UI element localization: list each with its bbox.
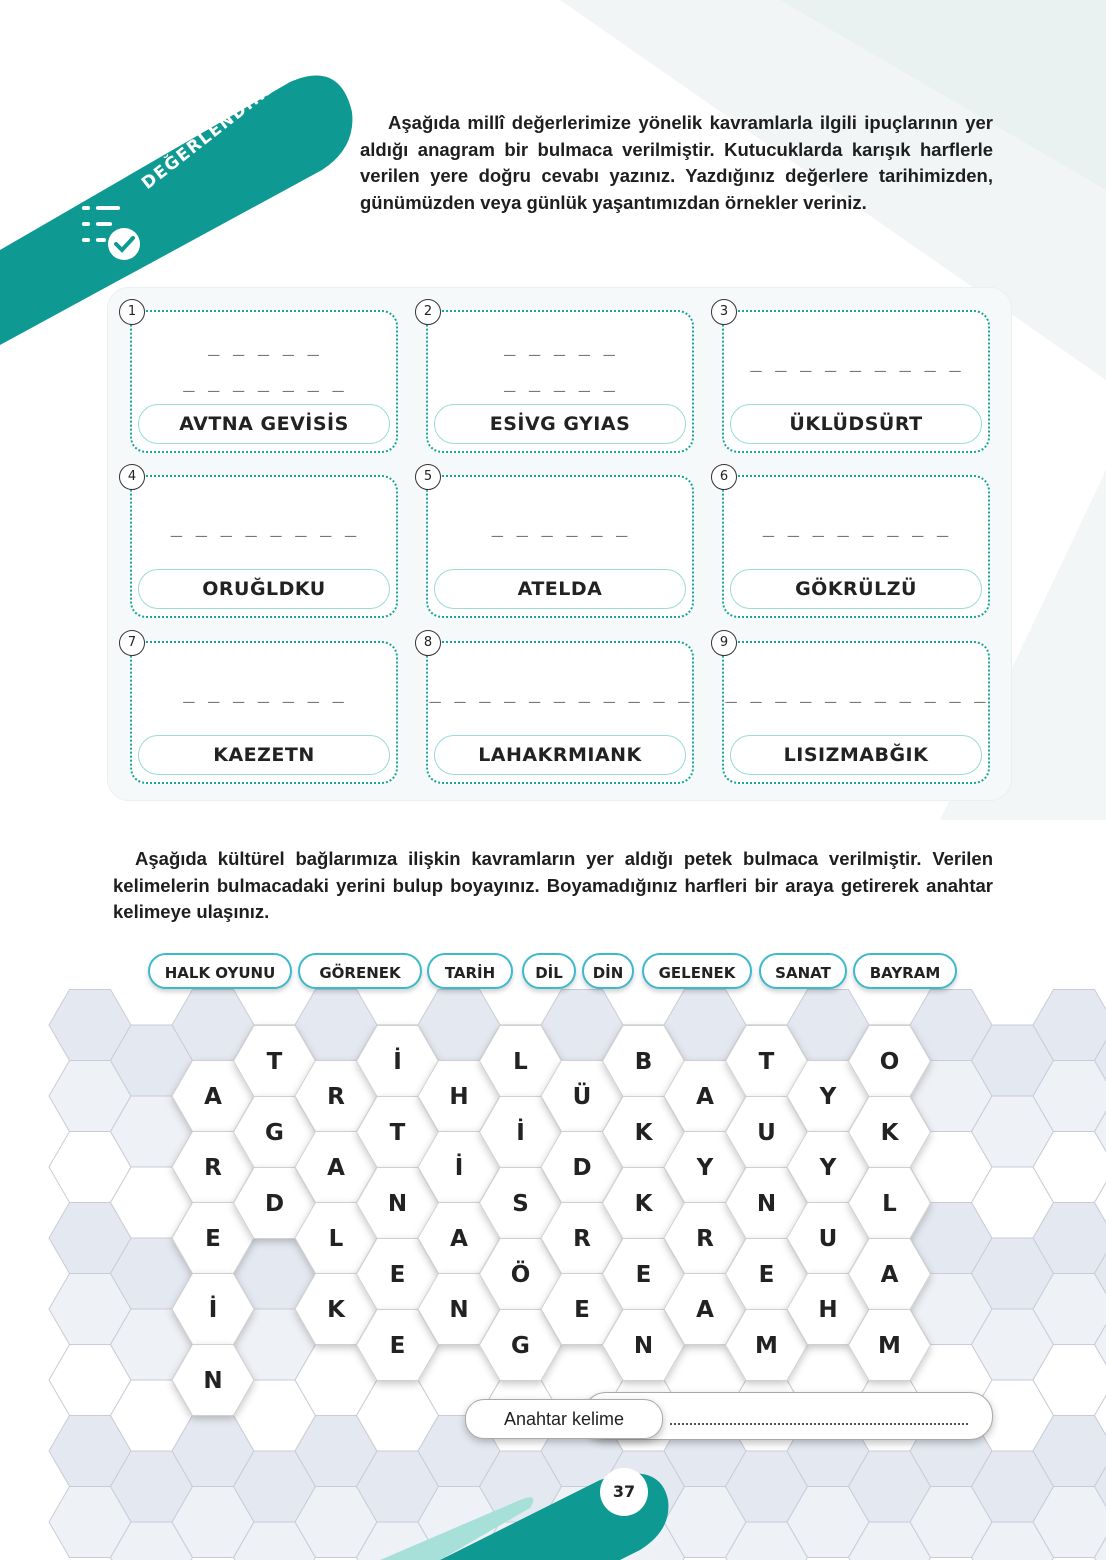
hex-letter: A bbox=[450, 1226, 468, 1252]
hex-letter: O bbox=[879, 1049, 900, 1075]
scrambled-word: KAEZETN bbox=[138, 735, 390, 775]
anagram-instructions: Aşağıda millî değerlerimize yönelik kavramlarla ilgili ipuçlarının yer aldığı anagram bir bulmaca verilmiştir. Kutucuklarda karışık harflerle verilen yere doğru cevabı yazınız. Yazdığınız değerlere tarihimizden, günümüzden veya günlük yaşantımızdan örnekler veriniz. bbox=[360, 112, 993, 213]
hex-letter: D bbox=[572, 1155, 592, 1181]
hex-letter: E bbox=[389, 1333, 406, 1359]
hex-letter: E bbox=[635, 1262, 652, 1288]
word-chip: SANAT bbox=[759, 953, 847, 989]
hex-puzzle-instructions: Aşağıda kültürel bağlarımıza ilişkin kavramların yer aldığı petek bulmaca verilmiştir. Verilen kelimelerin bulmacadaki yerini bulup boyayınız. Boyamadığınız harfleri bir araya getirerek anahtar kelimeye ulaşınız. bbox=[113, 848, 993, 922]
cell-number: 3 bbox=[711, 299, 737, 325]
hex-letter: E bbox=[205, 1226, 221, 1252]
hex-letter: Ü bbox=[572, 1084, 592, 1110]
hex-letter: Y bbox=[696, 1155, 714, 1181]
cell-number: 9 bbox=[711, 630, 737, 656]
hex-letter: K bbox=[634, 1191, 653, 1217]
hex-letter: İ bbox=[516, 1120, 525, 1146]
cell-number: 6 bbox=[711, 464, 737, 490]
hex-letter: H bbox=[449, 1084, 469, 1110]
answer-blank[interactable]: _ _ _ _ _ _ _ _ _ _ _ bbox=[429, 681, 691, 703]
hex-letter: L bbox=[513, 1049, 528, 1075]
hex-letter: N bbox=[387, 1191, 408, 1217]
hex-letter: T bbox=[758, 1049, 775, 1075]
word-chip: TARİH bbox=[427, 953, 513, 989]
hex-letter: A bbox=[880, 1262, 899, 1288]
answer-blank[interactable]: _ _ _ _ _ _ _ _ _ bbox=[750, 350, 962, 372]
hex-letter: E bbox=[758, 1262, 775, 1288]
key-word-label: Anahtar kelime bbox=[465, 1399, 663, 1439]
hex-letter: U bbox=[757, 1120, 776, 1146]
hex-letter: T bbox=[266, 1049, 283, 1075]
badge-title: DEĞERLENDİRELİM bbox=[138, 53, 311, 194]
hex-letter: Y bbox=[819, 1084, 837, 1110]
hex-letter: R bbox=[327, 1084, 345, 1110]
answer-blank[interactable]: _ _ _ _ _ _ _ bbox=[183, 681, 345, 703]
answer-dotted-line bbox=[670, 1423, 968, 1425]
hex-letter: M bbox=[878, 1333, 901, 1359]
cell-number: 4 bbox=[119, 464, 145, 490]
word-chip: DİN bbox=[582, 953, 634, 989]
hex-letter: M bbox=[755, 1333, 778, 1359]
hex-letter: A bbox=[204, 1084, 222, 1110]
hex-letter: K bbox=[880, 1120, 899, 1146]
hex-letter: E bbox=[574, 1297, 590, 1323]
hex-letter: H bbox=[818, 1297, 838, 1323]
answer-blank[interactable]: _ _ _ _ _ _ _ _ _ _ _ bbox=[725, 681, 987, 703]
hex-letter: T bbox=[389, 1120, 406, 1146]
cell-number: 2 bbox=[415, 299, 441, 325]
page-number: 37 bbox=[600, 1468, 648, 1516]
hex-letter: N bbox=[633, 1333, 654, 1359]
hex-letter: İ bbox=[393, 1049, 402, 1075]
hex-letter: Y bbox=[819, 1155, 837, 1181]
answer-blank[interactable]: _ _ _ _ _ _ _ _ bbox=[170, 515, 358, 537]
letter-hex[interactable] bbox=[172, 1345, 254, 1416]
scrambled-word: AVTNA GEVİSİS bbox=[138, 404, 390, 444]
letter-hex[interactable] bbox=[172, 1274, 254, 1345]
scrambled-word: LISIZMABĞIK bbox=[730, 735, 982, 775]
hex-letter: K bbox=[327, 1297, 345, 1323]
answer-blank[interactable]: _ _ _ _ _ _ _ bbox=[183, 370, 345, 392]
scrambled-word: ORUĞLDKU bbox=[138, 569, 390, 609]
footer-decoration bbox=[0, 1440, 1106, 1560]
word-chip: GELENEK bbox=[642, 953, 752, 989]
hex-letter: A bbox=[696, 1297, 714, 1323]
hex-letter: D bbox=[264, 1191, 285, 1217]
hex-letter: A bbox=[327, 1155, 345, 1181]
word-chip: GÖRENEK bbox=[298, 953, 422, 989]
scrambled-word: LAHAKRMIANK bbox=[434, 735, 686, 775]
hex-letter: İ bbox=[208, 1297, 218, 1323]
scrambled-word: GÖKRÜLZÜ bbox=[730, 569, 982, 609]
scrambled-word: ÜKLÜDSÜRT bbox=[730, 404, 982, 444]
hex-letter: U bbox=[818, 1226, 838, 1252]
hex-letter: N bbox=[203, 1368, 223, 1394]
hex-letter: K bbox=[634, 1120, 653, 1146]
answer-blank[interactable]: _ _ _ _ _ _ bbox=[491, 515, 629, 537]
hex-letter: S bbox=[512, 1191, 529, 1217]
hex-letter: İ bbox=[454, 1155, 464, 1181]
answer-blank[interactable]: _ _ _ _ _ _ _ _ bbox=[762, 515, 950, 537]
cell-number: 8 bbox=[415, 630, 441, 656]
scrambled-word: ESİVG GYIAS bbox=[434, 404, 686, 444]
hex-letter: L bbox=[882, 1191, 897, 1217]
cell-number: 7 bbox=[119, 630, 145, 656]
word-chip: DİL bbox=[522, 953, 576, 989]
hex-letter: A bbox=[696, 1084, 714, 1110]
hex-letter: G bbox=[511, 1333, 530, 1359]
cell-number: 1 bbox=[119, 299, 145, 325]
word-chip: BAYRAM bbox=[853, 953, 957, 989]
word-chip: HALK OYUNU bbox=[148, 953, 292, 989]
hex-letter: B bbox=[634, 1049, 653, 1075]
hex-letter: R bbox=[204, 1155, 222, 1181]
scrambled-word: ATELDA bbox=[434, 569, 686, 609]
hex-letter: L bbox=[328, 1226, 344, 1252]
hex-letter: N bbox=[449, 1297, 469, 1323]
hex-letter: G bbox=[265, 1120, 284, 1146]
hex-letter: N bbox=[756, 1191, 777, 1217]
cell-number: 5 bbox=[415, 464, 441, 490]
hex-letter: R bbox=[696, 1226, 714, 1252]
answer-blank[interactable]: _ _ _ _ _ bbox=[504, 370, 616, 392]
hex-letter: Ö bbox=[510, 1262, 531, 1288]
hex-letter: R bbox=[573, 1226, 591, 1252]
answer-blank[interactable]: _ _ _ _ _ bbox=[504, 334, 616, 356]
hex-letter: E bbox=[389, 1262, 406, 1288]
answer-blank[interactable]: _ _ _ _ _ bbox=[208, 334, 320, 356]
